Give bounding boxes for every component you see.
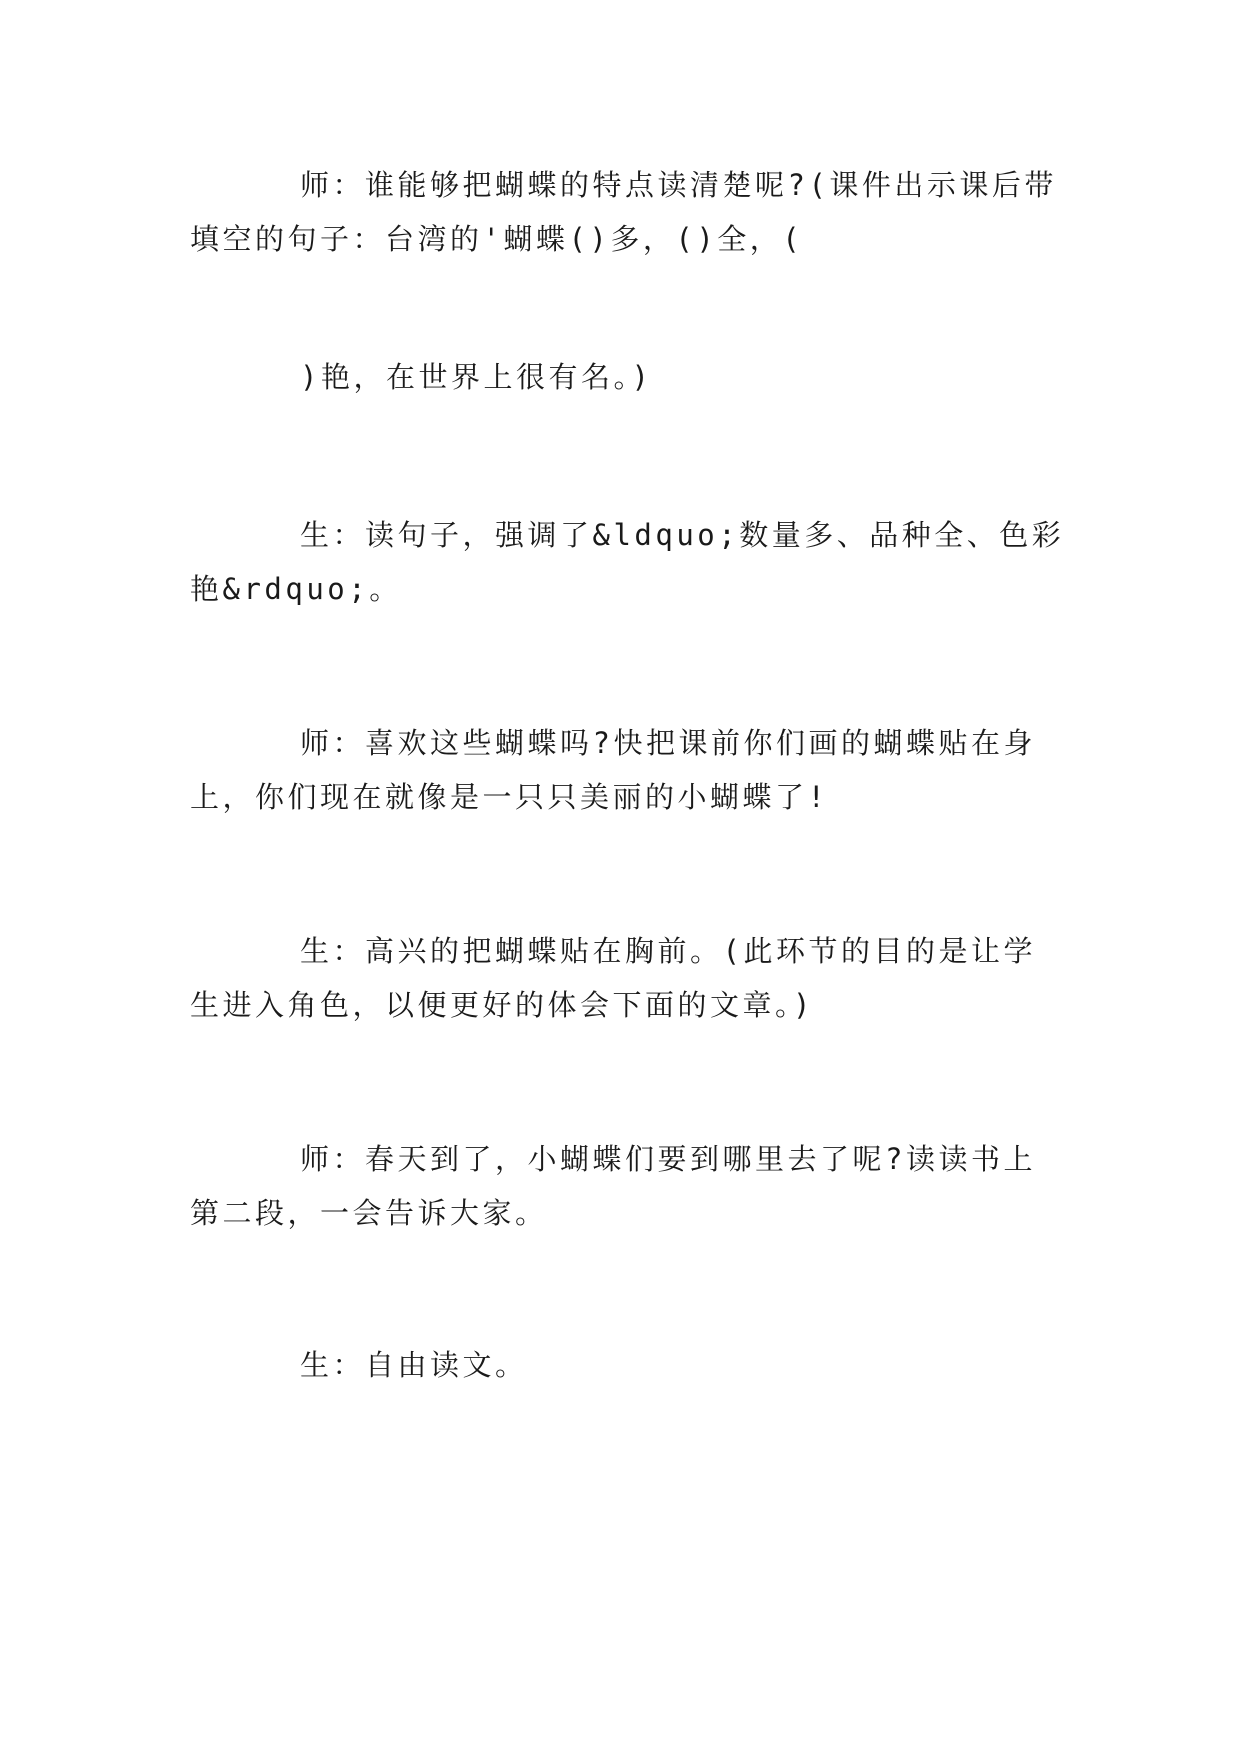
paragraph-line: 生进入角色，以便更好的体会下面的文章。) [190, 988, 814, 1022]
paragraph-line: )艳，在世界上很有名。) [300, 360, 653, 394]
paragraph-student-free-reading [190, 1338, 1050, 1392]
paragraph-line: 第二段，一会告诉大家。 [190, 1196, 548, 1230]
paragraph-line: 填空的句子：台湾的'蝴蝶()多，()全，( [190, 222, 804, 256]
paragraph-line: 生：高兴的把蝴蝶贴在胸前。(此环节的目的是让学 [300, 934, 1036, 968]
paragraph-line: 上，你们现在就像是一只只美丽的小蝴蝶了! [190, 780, 829, 814]
paragraph-line: 师：春天到了，小蝴蝶们要到哪里去了呢?读读书上 [300, 1142, 1036, 1176]
paragraph-teacher-spring [190, 1132, 1050, 1240]
paragraph-fill-blank-continued [190, 350, 1050, 404]
paragraph-student-happy [190, 924, 1050, 1032]
paragraph-line: 生：自由读文。 [300, 1348, 528, 1382]
paragraph-line: 师：谁能够把蝴蝶的特点读清楚呢?(课件出示课后带 [300, 168, 1057, 202]
paragraph-line: 艳&rdquo;。 [190, 572, 402, 606]
paragraph-teacher-butterflies [190, 716, 1050, 824]
paragraph-teacher-question [190, 158, 1057, 266]
paragraph-student-reading [190, 508, 1065, 616]
paragraph-line: 师：喜欢这些蝴蝶吗?快把课前你们画的蝴蝶贴在身 [300, 726, 1036, 760]
paragraph-line: 生：读句子，强调了&ldquo;数量多、品种全、色彩 [300, 518, 1065, 552]
